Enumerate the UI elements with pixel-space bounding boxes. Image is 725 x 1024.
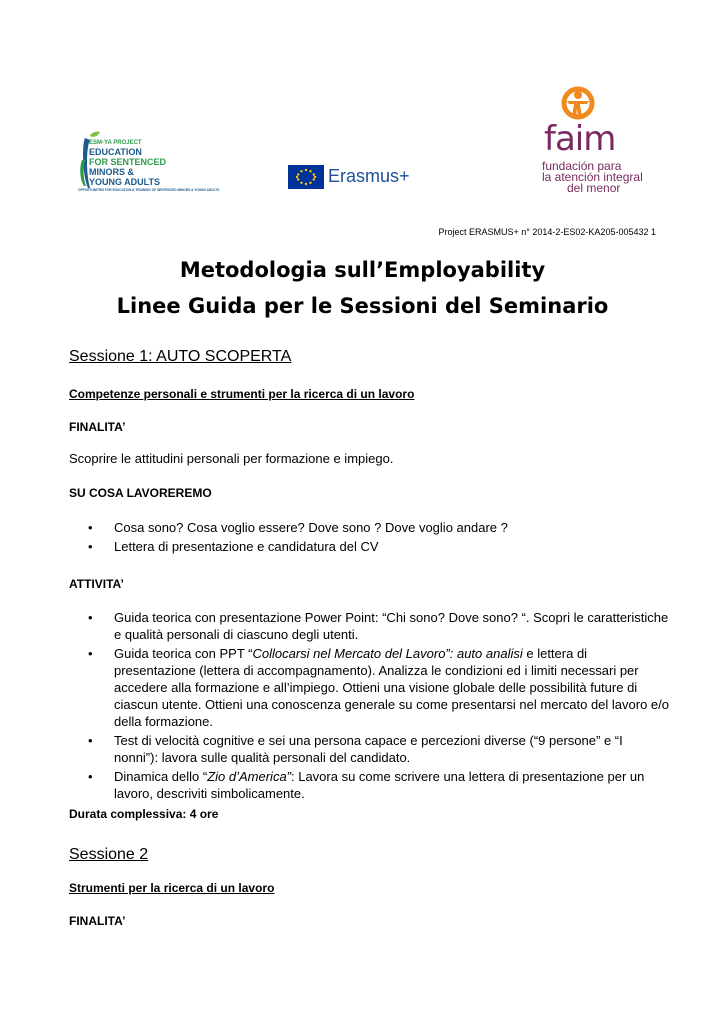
faim-subtitle-3: del menor [567,181,621,195]
session1-subheading: Competenze personali e strumenti per la ricerca di un lavoro [69,387,415,401]
document-subtitle: Linee Guida per le Sessioni del Seminario [116,294,609,318]
session1-finalita-text: Scoprire le attitudini personali per formazione e impiego. [69,451,394,466]
session2-heading: Sessione 2 [69,846,149,863]
faim-logo [528,85,658,195]
activity2-pre: Guida teorica con PPT “ [114,646,253,661]
activity2-post: e lettera di presentazione (lettera di accompagnamento). Analizza le condizioni ed i limiti necessari per accedere alla formazione e all’impiego. Ottieni una visione globale delle possibilità future di ciascun utente. Ottieni una conoscenza generale su come presentarsi nel mercato del lavoro e/o della formazione. [114,646,669,729]
list-item: • Lettera di presentazione e candidatura del CV [69,538,669,555]
esm-logo-line6: OPPORTUNITIES FOR EDUCATION & TRAINING OF SENTENCED MINORS & YOUNG ADULTS [78,188,220,192]
esm-logo-line5: YOUNG ADULTS [89,177,160,187]
faim-subtitle-2: la atención integral [542,170,643,184]
erasmus-logo [288,165,408,189]
faim-wordmark: faim [544,119,616,159]
erasmus-text: Erasmus+ [328,166,410,186]
activity4-italic: Zio d’America” [207,769,291,784]
list-item [69,768,669,802]
session2-finalita-label: FINALITA’ [69,914,126,928]
session1-lavoreremo-list [69,519,669,557]
list-item: • Cosa sono? Cosa voglio essere? Dove sono ? Dove voglio andare ? [69,519,669,536]
faim-subtitle-1: fundación para [542,159,622,173]
activity2-italic: Collocarsi nel Mercato del Lavoro”: auto analisi [252,646,523,661]
list-item [69,645,669,730]
activity4-pre: Dinamica dello “ [114,769,208,784]
esm-logo-line1: ESM-YA PROJECT [89,140,142,146]
session1-finalita-label: FINALITA’ [69,420,126,434]
list-item: • Guida teorica con presentazione Power Point: “Chi sono? Dove sono? “. Scopri le caratteristiche e qualità personali di ciascuno degli utenti. [69,609,669,643]
esm-ya-logo [76,130,220,200]
list-item: • Test di velocità cognitive e sei una persona capace e percezioni diverse (“9 persone” e “I nonni”): lavora sulle qualità personali del candidato. [69,732,669,766]
esm-logo-line4: MINORS & [89,167,134,177]
esm-logo-line3: FOR SENTENCED [89,157,167,167]
document-title: Metodologia sull’Employability [179,258,546,282]
session2-subheading: Strumenti per la ricerca di un lavoro [69,881,275,895]
esm-logo-line2: EDUCATION [89,147,142,157]
project-reference: Project ERASMUS+ n° 2014-2-ES02-KA205-005432 1 [438,227,656,237]
eu-flag-icon [288,165,324,189]
session1-durata: Durata complessiva: 4 ore [69,807,219,821]
activity4-post: : Lavora su come scrivere una lettera di presentazione per un lavoro, descriviti simbolicamente. [114,769,645,801]
session1-lavoreremo-label: SU COSA LAVOREREMO [69,486,212,500]
session1-attivita-list [69,609,669,804]
session1-heading: Sessione 1: AUTO SCOPERTA [69,348,292,365]
session1-attivita-label: ATTIVITA’ [69,577,124,591]
